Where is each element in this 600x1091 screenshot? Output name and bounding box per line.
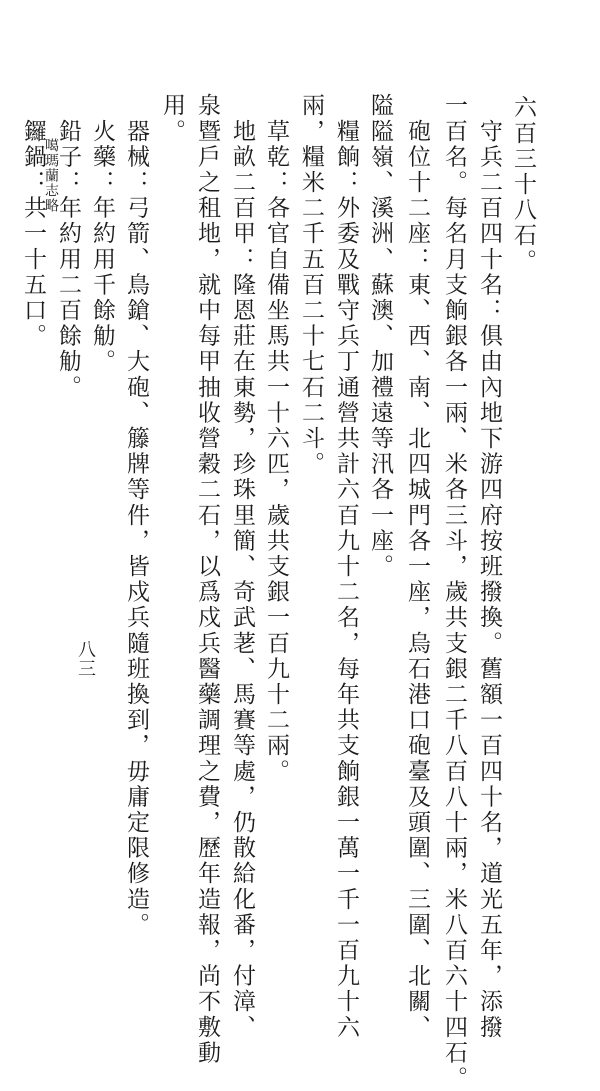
text-column-11: 用。 bbox=[159, 93, 185, 145]
text-column-15: 鑼鍋：共一十五口。 bbox=[20, 93, 46, 349]
page-number: 八三 bbox=[75, 640, 96, 678]
text-column-3: 一百名。每名月支餉銀各一兩、米各三斗，歲共支銀二千八百八十兩，米八百六十四石。 bbox=[441, 93, 467, 1091]
text-column-7: 兩，糧米二千五百二十七石二斗。 bbox=[298, 93, 324, 477]
text-column-9: 地畝二百甲：隆恩莊在東勢，珍珠里簡、奇武荖、馬賽等處，仍散給化番，付漳、 bbox=[229, 93, 255, 1041]
text-column-13: 火藥：年約用千餘觔。 bbox=[89, 93, 115, 375]
text-column-5: 隘隘嶺、溪洲、蘇澳、加禮遠等汛各一座。 bbox=[367, 93, 393, 580]
text-column-12: 器械：弓箭、鳥鎗、大砲、籐牌等件，皆戍兵隨班換到，毋庸定限修造。 bbox=[123, 93, 149, 938]
running-title: 噶瑪蘭志略 bbox=[43, 138, 59, 213]
text-column-6: 糧餉：外委及戰守兵丁通營共計六百九十二名，每年共支餉銀一萬一千一百九十六 bbox=[333, 93, 359, 1041]
text-column-10: 泉暨戶之租地，就中每甲抽收營穀二石，以爲戍兵醫藥調理之費，歷年造報，尚不敷動 bbox=[194, 93, 220, 1066]
text-column-4: 砲位十二座：東、西、南、北四城門各一座，烏石港口砲臺及頭圍、三圍、北關、 bbox=[404, 93, 430, 1041]
text-column-8: 草乾：各官自備坐馬共一十六匹，歲共支銀一百九十二兩。 bbox=[263, 93, 289, 785]
text-column-2: 守兵二百四十名：俱由內地下游四府按班撥換。舊額一百四十名，道光五年，添撥 bbox=[476, 93, 502, 1041]
text-column-1: 六百三十八石。 bbox=[510, 95, 536, 275]
text-column-14: 鉛子：年約用二百餘觔。 bbox=[55, 93, 81, 401]
